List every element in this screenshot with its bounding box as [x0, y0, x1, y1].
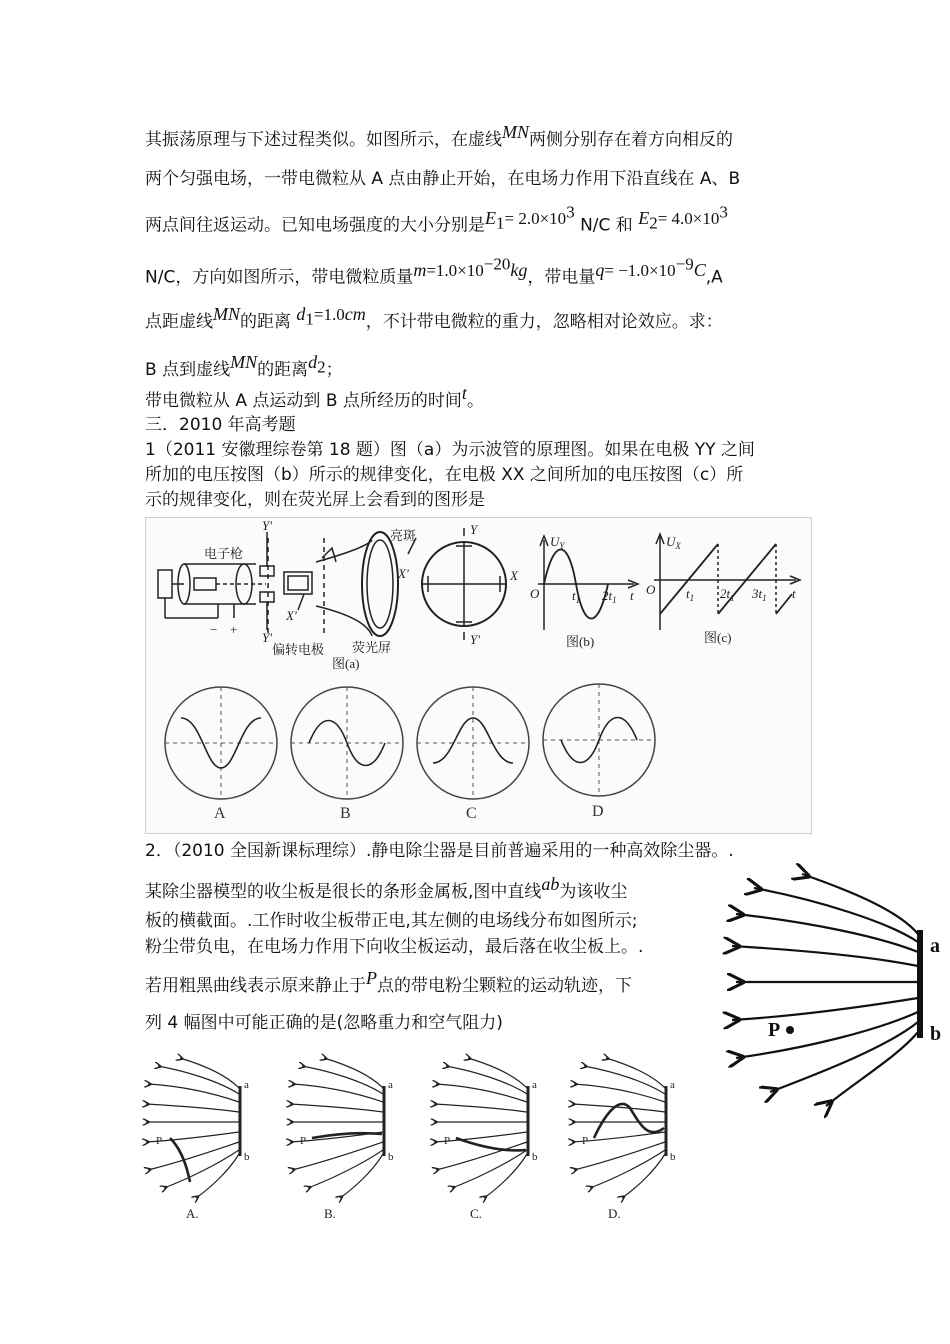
small-c-label-p: P	[444, 1135, 451, 1147]
text: 两侧分别存在着方向相反的	[529, 130, 733, 150]
label-y-screen-top: Y	[470, 522, 478, 537]
intro-line-1	[145, 122, 733, 151]
field-line	[732, 998, 918, 1020]
label-xp-screen: X'	[398, 566, 409, 581]
text: 两点间往返运动。已知电场强度的大小分别是	[145, 215, 485, 236]
intro-line-4	[145, 254, 723, 289]
label-deflection: 偏转电极	[272, 642, 325, 657]
value: = −1.0×10	[604, 260, 676, 280]
svg-text:2t1	[720, 586, 735, 603]
label-y-bottom: Y'	[262, 630, 273, 645]
fig-c-t2: 2t	[720, 586, 731, 601]
fig-c-t2-sub: 1	[730, 593, 735, 603]
y-plate-bottom	[260, 592, 274, 602]
option-d-label: D	[592, 803, 604, 820]
svg-text:UY	[550, 534, 565, 551]
fig-c-axis-label: U	[666, 534, 676, 549]
particle-p	[786, 1026, 794, 1034]
intro-line-5	[145, 304, 723, 337]
option-field-a	[146, 1058, 250, 1221]
fig-b-t2: 2t	[602, 588, 613, 603]
intro-line-3	[145, 202, 728, 241]
math-d2: d	[308, 352, 318, 372]
label-a: a	[930, 935, 940, 957]
label-yp-top: Y'	[262, 518, 273, 533]
exp: −20	[483, 254, 511, 273]
math-p: P	[366, 968, 377, 988]
q2-options	[140, 1052, 676, 1222]
battery	[158, 570, 172, 598]
field-line	[736, 1012, 918, 1058]
q1-line-3: 示的规律变化，则在荧光屏上会看到的图形是	[145, 490, 485, 510]
label-plus: +	[230, 622, 238, 637]
math-mn: MN	[230, 352, 258, 372]
unit: C	[693, 259, 706, 280]
small-a-label-a: a	[244, 1079, 249, 1091]
label-xp: X'	[286, 608, 297, 623]
text: ；	[325, 360, 343, 380]
label-electron-gun: 电子枪	[204, 546, 244, 561]
option-a-label: A	[214, 805, 226, 822]
fig-c-ramp-2	[718, 544, 776, 614]
fig-c-axis-sub: X	[675, 541, 681, 551]
fig-b-t1-sub: 1	[575, 595, 581, 605]
q2-line-1: 2．（2010 全国新课标理综）.静电除尘器是目前普遍采用的一种高效除尘器。.	[145, 841, 734, 861]
intro-line-2: 两个匀强电场，一带电微粒从 A 点由静止开始，在电场力作用下沿直线在 A、B	[145, 169, 741, 189]
label-b: b	[930, 1023, 942, 1045]
option-b-label: B	[340, 805, 351, 822]
field-line	[736, 914, 918, 952]
math-e1: E	[485, 207, 496, 228]
figure-b	[530, 534, 638, 649]
option-a	[165, 687, 277, 822]
option-c-curve	[433, 718, 513, 763]
label-x-screen: X	[510, 568, 518, 583]
option-b	[291, 687, 403, 822]
small-c-label-a: a	[532, 1079, 537, 1091]
small-b-option-label: B.	[324, 1206, 336, 1221]
value: = 4.0×10	[657, 208, 720, 228]
fig-c-t3: 3t	[752, 586, 763, 601]
math-d1: d	[296, 304, 306, 324]
question-part-1	[145, 352, 343, 385]
sub: 2	[317, 357, 326, 377]
text: 的距离	[240, 312, 291, 332]
text: 点距虚线	[145, 312, 213, 332]
exp: 3	[719, 202, 728, 221]
q2-line-2	[145, 874, 628, 903]
text: B 点到虚线	[145, 360, 231, 380]
small-b-label-b: b	[388, 1151, 394, 1163]
svg-text:t1	[686, 586, 694, 603]
fig-b-origin: O	[530, 586, 540, 601]
small-d-label-a: a	[670, 1079, 675, 1091]
label-p: P	[768, 1019, 781, 1041]
text: ，不计带电微粒的重力，忽略相对论效应。求：	[365, 312, 723, 332]
math-mn: MN	[502, 122, 529, 142]
option-field-c	[434, 1058, 538, 1221]
sub: 1	[305, 309, 314, 329]
text: 为该收尘	[559, 882, 628, 902]
exp: −9	[675, 254, 694, 273]
q1-line-1: 1（2011 安徽理综卷第 18 题）图（a）为示波管的原理图。如果在电极 YY 之间	[145, 440, 755, 460]
fig-c-t3-sub: 1	[762, 593, 767, 603]
unit: kg	[510, 259, 528, 280]
label-fig-a: 图(a)	[332, 656, 360, 671]
exp: 3	[566, 202, 575, 221]
section-heading: 三．2010 年高考题	[145, 415, 296, 435]
fig-c-ramp-1	[660, 544, 718, 614]
text: N/C，方向如图所示，带电微粒质量	[145, 267, 414, 288]
option-c-label: C	[466, 805, 477, 822]
field-line	[826, 1032, 918, 1106]
small-b-label-p: P	[300, 1135, 307, 1147]
fig-c-t: t	[792, 586, 796, 601]
svg-text:t1	[572, 588, 580, 605]
math-ab: ab	[541, 874, 560, 894]
small-d-label-p: P	[582, 1135, 589, 1147]
small-a-option-label: A.	[186, 1206, 199, 1221]
label-minus: −	[210, 622, 218, 637]
text: 。	[466, 391, 484, 411]
text: 带电微粒从 A 点运动到 B 点所经历的时间	[145, 391, 462, 411]
sub: 2	[649, 213, 658, 233]
text: 的距离	[257, 360, 309, 380]
y-plate-top	[260, 566, 274, 576]
option-c	[417, 687, 529, 822]
field-line	[732, 946, 918, 966]
fig-c-origin: O	[646, 582, 656, 597]
text: ,A	[705, 267, 723, 288]
fig-b-axis-sub: Y	[559, 541, 565, 551]
svg-text:2t1	[602, 588, 617, 605]
fig-c-t1: t	[686, 586, 690, 601]
label-yp-screen-bottom: Y'	[470, 632, 481, 647]
q2-line-6: 列 4 幅图中可能正确的是(忽略重力和空气阻力)	[145, 1013, 503, 1033]
fig-b-t: t	[630, 588, 634, 603]
q2-line-5	[145, 968, 632, 997]
fig-c-label: 图(c)	[704, 630, 732, 645]
value: =1.0	[313, 305, 345, 324]
option-d	[543, 684, 655, 820]
q1-figure-svg	[146, 518, 811, 833]
small-d-label-b: b	[670, 1151, 676, 1163]
value: = 2.0×10	[504, 208, 567, 228]
fig-b-label: 图(b)	[566, 634, 595, 649]
text: 某除尘器模型的收尘板是很长的条形金属板,图中直线	[145, 882, 542, 902]
small-a-label-p: P	[156, 1135, 163, 1147]
q2-line-4: 粉尘带负电，在电场力作用下向收尘板运动，最后落在收尘板上。.	[145, 937, 644, 957]
fig-b-t1: t	[572, 588, 576, 603]
q2-line-3: 板的横截面。.工作时收尘板带正电,其左侧的电场线分布如图所示;	[145, 911, 638, 931]
small-c-option-label: C.	[470, 1206, 482, 1221]
small-b-label-a: a	[388, 1079, 393, 1091]
math-q: q	[595, 259, 605, 280]
fig-c-ramp-3	[776, 594, 792, 614]
text: 若用粗黑曲线表示原来静止于	[145, 976, 366, 996]
fig-c-t1-sub: 1	[689, 593, 695, 603]
q1-figure	[145, 517, 812, 834]
math-e2: E	[638, 207, 650, 228]
math-mn: MN	[213, 304, 240, 324]
svg-text:UX	[666, 534, 681, 551]
fig-b-t2-sub: 1	[612, 595, 617, 605]
sub: 1	[496, 213, 505, 233]
big-field-diagram	[728, 870, 950, 1110]
small-a-label-b: b	[244, 1151, 250, 1163]
text: ，带电量	[527, 267, 596, 288]
q1-line-2: 所加的电压按图（b）所示的规律变化，在电极 XX 之间所加的电压按图（c）所	[145, 465, 744, 485]
figure-c	[646, 534, 800, 645]
option-field-b	[290, 1058, 394, 1221]
math-m: m	[413, 259, 427, 280]
small-d-option-label: D.	[608, 1206, 621, 1221]
svg-text:3t1	[751, 586, 767, 603]
unit: cm	[344, 304, 366, 324]
math-t: t	[461, 383, 467, 403]
text: 点的带电粉尘颗粒的运动轨迹，下	[377, 976, 632, 996]
fig-b-axis-label: U	[550, 534, 560, 549]
label-screen: 荧光屏	[352, 640, 392, 655]
option-field-d	[572, 1058, 676, 1221]
small-c-label-b: b	[532, 1151, 538, 1163]
value: =1.0×10	[426, 260, 484, 280]
label-bright-spot: 亮斑	[390, 528, 417, 543]
question-part-2	[145, 383, 484, 412]
text: 其振荡原理与下述过程类似。如图所示，在虚线	[145, 130, 502, 150]
text: N/C 和	[580, 215, 633, 236]
